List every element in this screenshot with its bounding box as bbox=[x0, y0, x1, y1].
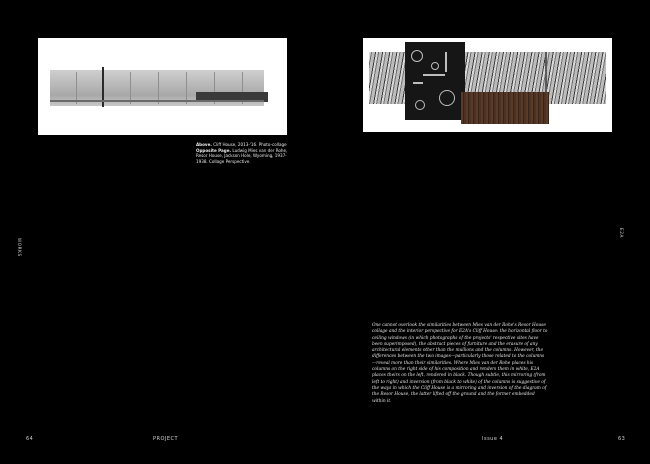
right-side-label: E2A bbox=[619, 228, 624, 238]
left-side-label: WORKS bbox=[17, 238, 22, 257]
painting-collage bbox=[405, 42, 465, 120]
resor-house-collage-image bbox=[363, 38, 612, 132]
body-paragraph: One cannot overlook the similarities between Mies van der Rohe's Resor House collage and the interior perspective for E2A's Cliff House: the horizontal floor to ceiling windows (in which photographs of the projects' respective sites have been superimposed), the abstract pieces of furniture and the erasure of any architectural elements other than the mullions and the columns. However, the differences between the two images—particularly those related to the columns—reveal more than their similarities. Where Mies van der Rohe places his columns on the right side of his composition and renders them in white, E2A places theirs on the left, rendered in black. Though subtle, this mirroring (from left to right) and inversion (from black to white) of the columns is suggestive of the ways in which the Cliff House is a mirroring and inversion of the diagram of the Resor House, the latter lifted off the ground and the former embedded within it. bbox=[372, 323, 548, 404]
right-page-number: 63 bbox=[618, 436, 626, 442]
collage-window-strip bbox=[50, 70, 264, 106]
left-page-number: 64 bbox=[26, 436, 34, 442]
issue-label: Issue 4 bbox=[482, 436, 504, 442]
section-label: PROJECT bbox=[153, 436, 179, 442]
cliff-house-collage-image bbox=[38, 38, 287, 135]
wood-panel bbox=[461, 92, 549, 124]
image-caption: Above. Cliff House, 2013-'16. Photo-collage Opposite Page. Ludwig Mies van der Rohe, Resor House, Jackson Hole, Wyoming, 1937-1938. Collage Perspective. bbox=[196, 142, 288, 164]
